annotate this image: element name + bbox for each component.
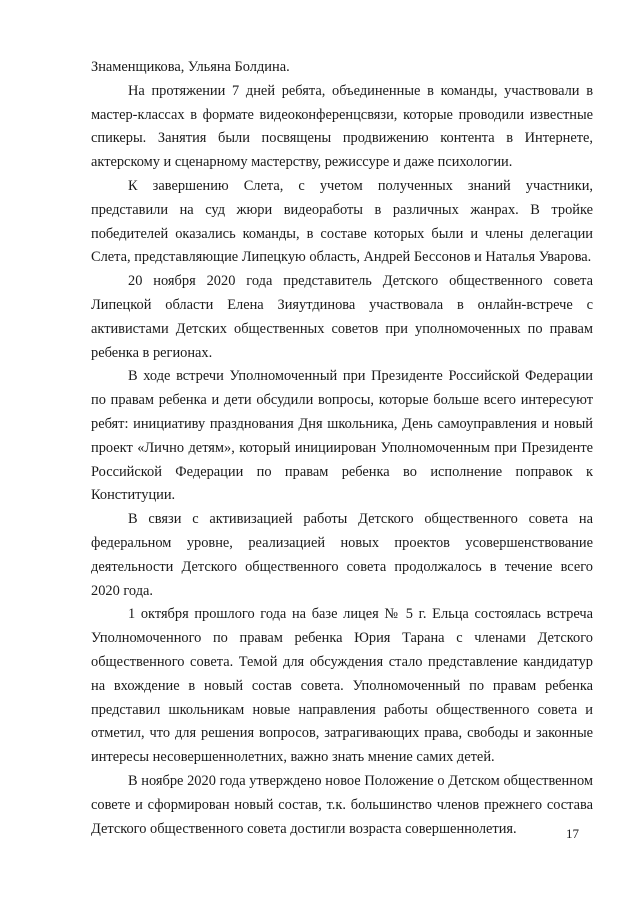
paragraph-october-meeting: 1 октября прошлого года на базе лицея № 5 г. Ельца состоялась встреча Уполномоченного по правам ребенка Юрия Тарана с членами Детского общественного совета. Темой для обсуждения стало представление кандидатур на вхождение в новый состав совета. Уполномоченный по правам ребенка представил школьникам новые направления работы общественного совета и отметил, что для решения вопросов, затрагивающих права, свободы и законные интересы несовершеннолетних, важно знать мнение самих детей. (91, 606, 593, 766)
page-number: 17 (566, 826, 579, 841)
paragraph-new-regulation: В ноябре 2020 года утверждено новое Положение о Детском общественном совете и сформирован новый состав, т.к. большинство членов прежнего состава Детского общественного совета достигли возраста совершеннолетия. (91, 772, 593, 837)
body-text (91, 56, 593, 841)
paragraph-slet-results: К завершению Слета, с учетом полученных знаний участники, представили на суд жюри видеоработы в различных жанрах. В тройке победителей оказались команды, в составе которых были и члены делегации Слета, представляющие Липецкую область, Андрей Бессонов и Наталья Уварова. (91, 177, 593, 266)
paragraph-council-activity: В связи с активизацией работы Детского общественного совета на федеральном уровне, реализацией новых проектов усовершенствование деятельности Детского общественного совета продолжалось в течение всего 2020 года. (91, 511, 593, 599)
paragraph-master-classes: На протяжении 7 дней ребята, объединенные в команды, участвовали в мастер-классах в формате видеоконференцсвязи, которые проводили известные спикеры. Занятия были посвящены продвижению контента в Интернете, актерскому и сценарному мастерству, режиссуре и даже психологии. (91, 82, 593, 171)
paragraph-meeting-topics: В ходе встречи Уполномоченный при Президенте Российской Федерации по правам ребенка и дети обсудили вопросы, которые больше всего интересуют ребят: инициативу празднования Дня школьника, День самоуправления и новый проект «Лично детям», который инициирован Уполномоченным при Президенте Российской Федерации по правам ребенка во исполнение поправок к Конституции. (91, 368, 593, 504)
paragraph-continuation: Знаменщикова, Ульяна Болдина. (91, 59, 290, 75)
paragraph-online-meeting: 20 ноября 2020 года представитель Детского общественного совета Липецкой области Елена Зияутдинова участвовала в онлайн-встрече с активистами Детских общественных советов при уполномоченных по правам ребенка в регионах. (91, 273, 593, 361)
